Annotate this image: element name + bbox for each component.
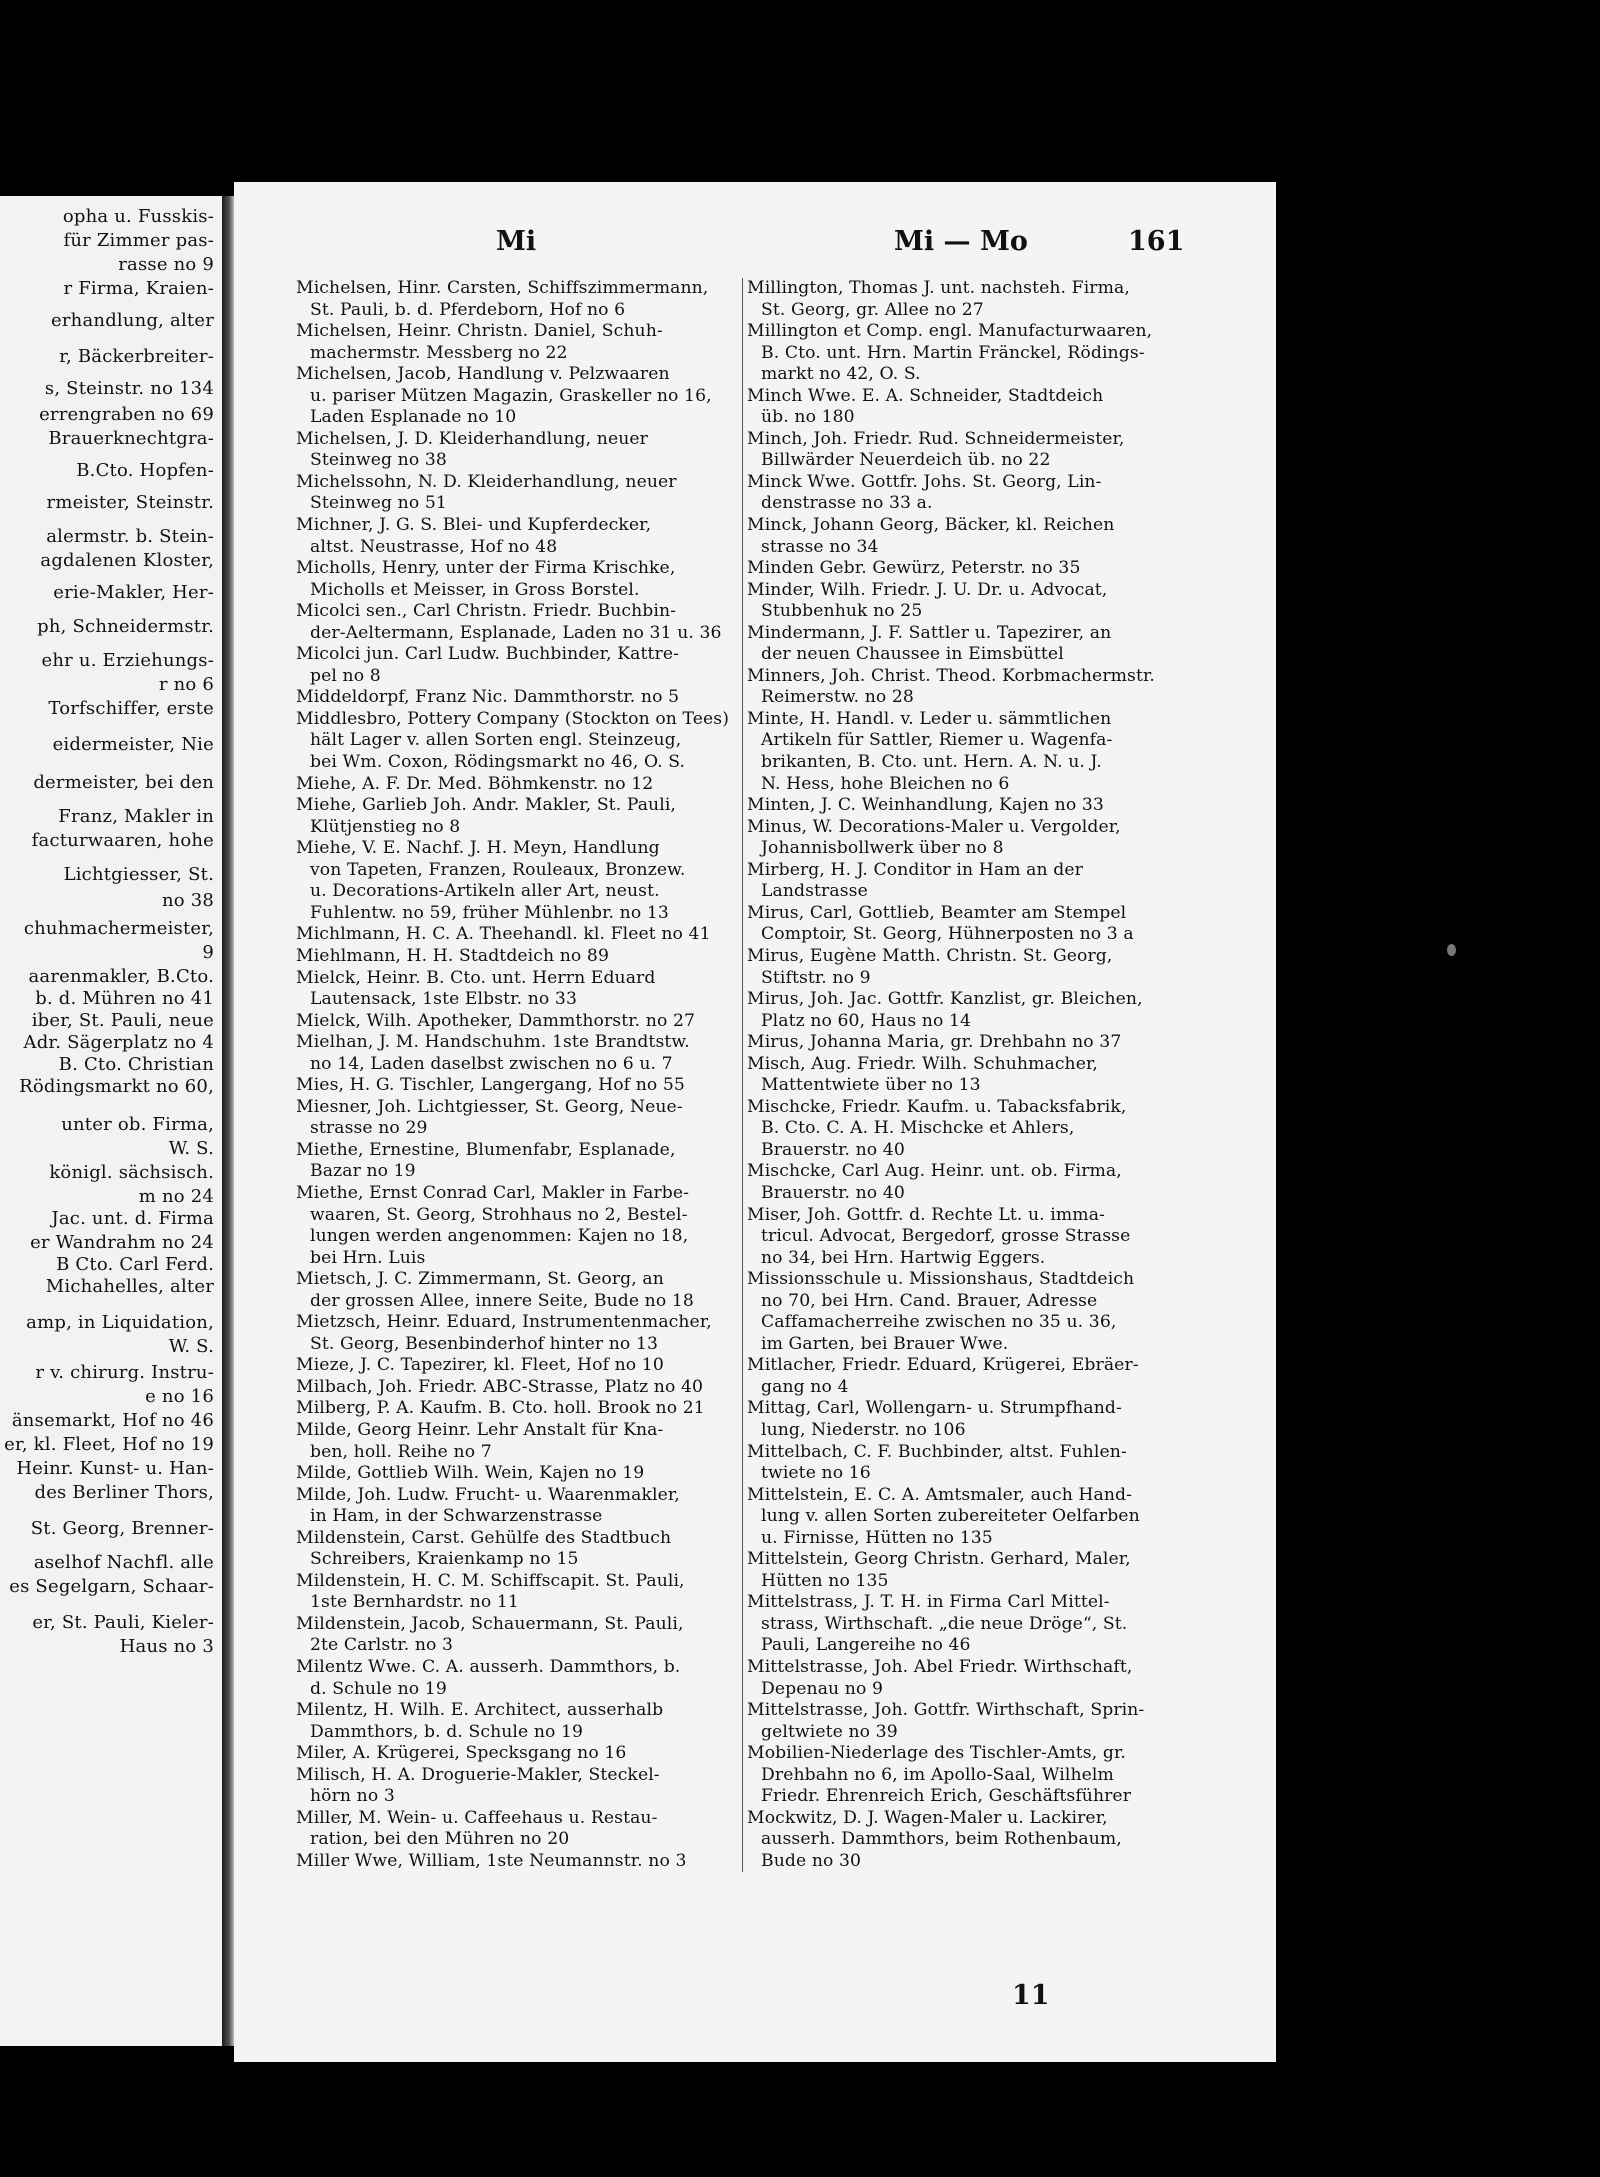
directory-entry bbox=[296, 601, 738, 644]
fragment-line: B. Cto. Christian bbox=[58, 1054, 214, 1075]
entry-first-line: Milde, Georg Heinr. Lehr Anstalt für Kna- bbox=[296, 1419, 664, 1440]
directory-entry bbox=[296, 687, 738, 709]
directory-entry bbox=[296, 774, 738, 796]
entry-continuation-line: pel no 8 bbox=[310, 665, 381, 686]
entry-continuation-line: Depenau no 9 bbox=[761, 1678, 883, 1699]
entry-first-line: Michlmann, H. C. A. Theehandl. kl. Fleet no 41 bbox=[296, 924, 711, 945]
fragment-line: r, Bäckerbreiter- bbox=[59, 346, 214, 367]
entry-continuation-line: Fuhlentw. no 59, früher Mühlenbr. no 13 bbox=[310, 902, 669, 923]
fragment-line: erhandlung, alter bbox=[51, 310, 214, 331]
entry-first-line: Minder, Wilh. Friedr. J. U. Dr. u. Advocat, bbox=[747, 579, 1108, 600]
entry-continuation-line: Micholls et Meisser, in Gross Borstel. bbox=[310, 579, 640, 600]
fragment-line: ehr u. Erziehungs- bbox=[41, 650, 214, 671]
directory-entry bbox=[747, 860, 1191, 903]
directory-entry bbox=[747, 1808, 1191, 1873]
directory-entry bbox=[296, 838, 738, 924]
directory-entry bbox=[747, 1592, 1191, 1657]
fragment-line: chuhmachermeister, bbox=[23, 918, 214, 939]
entry-continuation-line: üb. no 180 bbox=[761, 407, 855, 428]
entry-first-line: Micholls, Henry, unter der Firma Krischke, bbox=[296, 558, 676, 579]
directory-entry bbox=[747, 1398, 1191, 1441]
fragment-line: no 38 bbox=[161, 890, 214, 911]
entry-continuation-line: Steinweg no 51 bbox=[310, 493, 447, 514]
fragment-line: B.Cto. Hopfen- bbox=[76, 460, 214, 481]
fragment-line: es Segelgarn, Schaar- bbox=[9, 1576, 214, 1597]
directory-entry bbox=[296, 1312, 738, 1355]
fragment-line: errengraben no 69 bbox=[39, 404, 214, 425]
directory-entry bbox=[296, 558, 738, 601]
entry-continuation-line: Johannisbollwerk über no 8 bbox=[761, 838, 1004, 859]
fragment-line: amp, in Liquidation, bbox=[26, 1312, 214, 1333]
directory-entry bbox=[296, 1808, 738, 1851]
entry-continuation-line: strasse no 29 bbox=[310, 1118, 428, 1139]
entry-continuation-line: Caffamacherreihe zwischen no 35 u. 36, bbox=[761, 1312, 1117, 1333]
directory-entry bbox=[747, 278, 1191, 321]
entry-continuation-line: Steinweg no 38 bbox=[310, 450, 447, 471]
entry-first-line: Mildenstein, Jacob, Schauermann, St. Pauli, bbox=[296, 1613, 684, 1634]
directory-entry bbox=[296, 321, 738, 364]
directory-entry bbox=[747, 1032, 1191, 1054]
entry-continuation-line: Mattentwiete über no 13 bbox=[761, 1075, 981, 1096]
directory-entry bbox=[747, 429, 1191, 472]
entry-first-line: Mittelstein, Georg Christn. Gerhard, Maler, bbox=[747, 1549, 1131, 1570]
entry-first-line: Mielck, Heinr. B. Cto. unt. Herrn Eduard bbox=[296, 967, 656, 988]
entry-first-line: Miller, M. Wein- u. Caffeehaus u. Restau- bbox=[296, 1807, 658, 1828]
entry-continuation-line: 1ste Bernhardstr. no 11 bbox=[310, 1592, 519, 1613]
right-column bbox=[747, 278, 1191, 1872]
entry-continuation-line: altst. Neustrasse, Hof no 48 bbox=[310, 536, 558, 557]
entry-first-line: Mittelbach, C. F. Buchbinder, altst. Fuhlen- bbox=[747, 1441, 1127, 1462]
entry-continuation-line: Bazar no 19 bbox=[310, 1161, 416, 1182]
entry-first-line: Miethe, Ernestine, Blumenfabr, Esplanade, bbox=[296, 1139, 676, 1160]
entry-continuation-line: gang no 4 bbox=[761, 1376, 849, 1397]
directory-entry bbox=[296, 968, 738, 1011]
fragment-line: Franz, Makler in bbox=[58, 806, 214, 827]
fragment-line: 9 bbox=[202, 942, 214, 963]
entry-continuation-line: 2te Carlstr. no 3 bbox=[310, 1635, 454, 1656]
directory-entry bbox=[747, 472, 1191, 515]
entry-first-line: Mischcke, Carl Aug. Heinr. unt. ob. Firma, bbox=[747, 1161, 1122, 1182]
directory-entry bbox=[296, 795, 738, 838]
directory-entry bbox=[296, 1097, 738, 1140]
entry-first-line: Minus, W. Decorations-Maler u. Vergolder, bbox=[747, 816, 1121, 837]
fragment-line: rasse no 9 bbox=[118, 254, 214, 275]
entry-first-line: Miser, Joh. Gottfr. d. Rechte Lt. u. imma- bbox=[747, 1204, 1105, 1225]
directory-entry bbox=[747, 1549, 1191, 1592]
entry-continuation-line: twiete no 16 bbox=[761, 1463, 871, 1484]
fragment-line: Haus no 3 bbox=[119, 1636, 214, 1657]
fragment-line: aselhof Nachfl. alle bbox=[33, 1552, 214, 1573]
entry-continuation-line: B. Cto. C. A. H. Mischcke et Ahlers, bbox=[761, 1118, 1075, 1139]
directory-entry bbox=[747, 386, 1191, 429]
directory-entry bbox=[296, 946, 738, 968]
entry-first-line: Mirus, Johanna Maria, gr. Drehbahn no 37 bbox=[747, 1032, 1122, 1053]
entry-continuation-line: Hütten no 135 bbox=[761, 1570, 889, 1591]
fragment-line: er, St. Pauli, Kieler- bbox=[32, 1612, 214, 1633]
directory-entry bbox=[296, 1420, 738, 1463]
directory-entry bbox=[747, 1700, 1191, 1743]
entry-continuation-line: lung v. allen Sorten zubereiteter Oelfarben bbox=[761, 1506, 1140, 1527]
directory-entry bbox=[747, 515, 1191, 558]
entry-continuation-line: markt no 42, O. S. bbox=[761, 364, 921, 385]
fragment-line: b. d. Mühren no 41 bbox=[35, 988, 214, 1009]
entry-first-line: Minch, Joh. Friedr. Rud. Schneidermeister, bbox=[747, 428, 1125, 449]
entry-continuation-line: Klütjenstieg no 8 bbox=[310, 816, 461, 837]
entry-first-line: Middlesbro, Pottery Company (Stockton on Tees) bbox=[296, 708, 730, 729]
fragment-line: m no 24 bbox=[138, 1186, 214, 1207]
fragment-line: änsemarkt, Hof no 46 bbox=[11, 1410, 214, 1431]
entry-first-line: Michner, J. G. S. Blei- und Kupferdecker, bbox=[296, 515, 652, 536]
ink-spot bbox=[1447, 944, 1456, 956]
directory-entry bbox=[296, 1765, 738, 1808]
entry-continuation-line: Schreibers, Kraienkamp no 15 bbox=[310, 1549, 579, 1570]
entry-continuation-line: Stubbenhuk no 25 bbox=[761, 601, 923, 622]
entry-continuation-line: Brauerstr. no 40 bbox=[761, 1139, 905, 1160]
fragment-line: Heinr. Kunst- u. Han- bbox=[16, 1458, 214, 1479]
directory-entry bbox=[747, 946, 1191, 989]
entry-continuation-line: der grossen Allee, innere Seite, Bude no 18 bbox=[310, 1290, 694, 1311]
entry-continuation-line: B. Cto. unt. Hrn. Martin Fränckel, Rödings- bbox=[761, 342, 1145, 363]
entry-continuation-line: waaren, St. Georg, Strohhaus no 2, Bestel- bbox=[310, 1204, 688, 1225]
entry-continuation-line: lung, Niederstr. no 106 bbox=[761, 1419, 966, 1440]
directory-entry bbox=[747, 903, 1191, 946]
fragment-line: Jac. unt. d. Firma bbox=[51, 1208, 214, 1229]
fragment-line: r Firma, Kraien- bbox=[63, 278, 214, 299]
entry-continuation-line: der neuen Chaussee in Eimsbüttel bbox=[761, 644, 1064, 665]
entry-first-line: Miesner, Joh. Lichtgiesser, St. Georg, Neue- bbox=[296, 1096, 683, 1117]
directory-entry bbox=[296, 1269, 738, 1312]
entry-continuation-line: St. Georg, gr. Allee no 27 bbox=[761, 299, 984, 320]
entry-continuation-line: Artikeln für Sattler, Riemer u. Wagenfa- bbox=[761, 730, 1113, 751]
fragment-line: ph, Schneidermstr. bbox=[37, 616, 214, 637]
directory-entry bbox=[296, 1032, 738, 1075]
entry-first-line: Middeldorpf, Franz Nic. Dammthorstr. no 5 bbox=[296, 687, 680, 708]
entry-first-line: Miller Wwe, William, 1ste Neumannstr. no 3 bbox=[296, 1850, 687, 1871]
fragment-line: er, kl. Fleet, Hof no 19 bbox=[4, 1434, 214, 1455]
fragment-line: er Wandrahm no 24 bbox=[30, 1232, 214, 1253]
directory-entry bbox=[296, 1075, 738, 1097]
entry-first-line: Michelssohn, N. D. Kleiderhandlung, neuer bbox=[296, 471, 677, 492]
directory-entry bbox=[747, 989, 1191, 1032]
entry-continuation-line: bei Hrn. Luis bbox=[310, 1247, 426, 1268]
directory-entry bbox=[747, 1097, 1191, 1162]
entry-first-line: Millington et Comp. engl. Manufacturwaaren, bbox=[747, 321, 1153, 342]
entry-continuation-line: ben, holl. Reihe no 7 bbox=[310, 1441, 492, 1462]
entry-continuation-line: no 70, bei Hrn. Cand. Brauer, Adresse bbox=[761, 1290, 1098, 1311]
header-left-letters: Mi bbox=[496, 226, 537, 257]
fragment-line: eidermeister, Nie bbox=[52, 734, 214, 755]
fragment-line: W. S. bbox=[168, 1138, 214, 1159]
directory-entry bbox=[747, 817, 1191, 860]
directory-entry bbox=[296, 1463, 738, 1485]
directory-entry bbox=[296, 1140, 738, 1183]
directory-entry bbox=[747, 666, 1191, 709]
entry-continuation-line: denstrasse no 33 a. bbox=[761, 493, 933, 514]
entry-first-line: Miehlmann, H. H. Stadtdeich no 89 bbox=[296, 945, 609, 966]
entry-continuation-line: d. Schule no 19 bbox=[310, 1678, 447, 1699]
directory-entry bbox=[296, 709, 738, 774]
directory-entry bbox=[747, 321, 1191, 386]
entry-first-line: Missionsschule u. Missionshaus, Stadtdeich bbox=[747, 1269, 1135, 1290]
directory-entry bbox=[747, 1269, 1191, 1355]
entry-first-line: Miehe, A. F. Dr. Med. Böhmkenstr. no 12 bbox=[296, 773, 654, 794]
entry-continuation-line: ration, bei den Mühren no 20 bbox=[310, 1829, 570, 1850]
entry-continuation-line: tricul. Advocat, Bergedorf, grosse Strasse bbox=[761, 1226, 1131, 1247]
directory-entry bbox=[296, 1398, 738, 1420]
directory-entry bbox=[296, 278, 738, 321]
entry-first-line: Minten, J. C. Weinhandlung, Kajen no 33 bbox=[747, 795, 1104, 816]
fragment-line: Rödingsmarkt no 60, bbox=[19, 1076, 214, 1097]
fragment-line: Michahelles, alter bbox=[45, 1276, 214, 1297]
entry-continuation-line: Dammthors, b. d. Schule no 19 bbox=[310, 1721, 584, 1742]
directory-entry bbox=[747, 709, 1191, 795]
entry-first-line: Miehe, Garlieb Joh. Andr. Makler, St. Pauli, bbox=[296, 795, 676, 816]
entry-first-line: Mietzsch, Heinr. Eduard, Instrumentenmacher, bbox=[296, 1312, 712, 1333]
directory-entry bbox=[296, 1614, 738, 1657]
entry-first-line: Minch Wwe. E. A. Schneider, Stadtdeich bbox=[747, 385, 1104, 406]
entry-continuation-line: lungen werden angenommen: Kajen no 18, bbox=[310, 1226, 689, 1247]
entry-continuation-line: no 14, Laden daselbst zwischen no 6 u. 7 bbox=[310, 1053, 673, 1074]
entry-continuation-line: strasse no 34 bbox=[761, 536, 879, 557]
entry-first-line: Misch, Aug. Friedr. Wilh. Schuhmacher, bbox=[747, 1053, 1098, 1074]
entry-continuation-line: hält Lager v. allen Sorten engl. Steinzeug, bbox=[310, 730, 682, 751]
entry-first-line: Michelsen, Heinr. Christn. Daniel, Schuh- bbox=[296, 321, 663, 342]
fragment-line: Torfschiffer, erste bbox=[48, 698, 214, 719]
entry-first-line: Mittelstrasse, Joh. Gottfr. Wirthschaft, Sprin- bbox=[747, 1700, 1145, 1721]
entry-continuation-line: Billwärder Neuerdeich üb. no 22 bbox=[761, 450, 1051, 471]
entry-continuation-line: u. Decorations-Artikeln aller Art, neust. bbox=[310, 881, 660, 902]
entry-continuation-line: hörn no 3 bbox=[310, 1786, 395, 1807]
directory-entry bbox=[296, 472, 738, 515]
entry-continuation-line: brikanten, B. Cto. unt. Hern. A. N. u. J. bbox=[761, 752, 1102, 773]
entry-continuation-line: Comptoir, St. Georg, Hühnerposten no 3 a bbox=[761, 924, 1134, 945]
directory-entry bbox=[747, 580, 1191, 623]
entry-continuation-line: Landstrasse bbox=[761, 881, 868, 902]
directory-entry bbox=[296, 644, 738, 687]
directory-entry bbox=[296, 1700, 738, 1743]
entry-first-line: Mirus, Eugène Matth. Christn. St. Georg, bbox=[747, 945, 1113, 966]
entry-first-line: Mittelstrass, J. T. H. in Firma Carl Mittel- bbox=[747, 1592, 1110, 1613]
entry-first-line: Mobilien-Niederlage des Tischler-Amts, gr. bbox=[747, 1743, 1126, 1764]
entry-continuation-line: u. pariser Mützen Magazin, Graskeller no 16, bbox=[310, 385, 712, 406]
entry-continuation-line: Platz no 60, Haus no 14 bbox=[761, 1010, 972, 1031]
entry-first-line: Milberg, P. A. Kaufm. B. Cto. holl. Brook no 21 bbox=[296, 1398, 705, 1419]
entry-first-line: Mitlacher, Friedr. Eduard, Krügerei, Ebräer- bbox=[747, 1355, 1139, 1376]
entry-continuation-line: von Tapeten, Franzen, Rouleaux, Bronzew. bbox=[310, 859, 686, 880]
directory-entry bbox=[296, 364, 738, 429]
directory-entry bbox=[747, 1657, 1191, 1700]
directory-entry bbox=[296, 924, 738, 946]
directory-entry bbox=[296, 1657, 738, 1700]
fragment-line: alermstr. b. Stein- bbox=[46, 526, 214, 547]
entry-continuation-line: Stiftstr. no 9 bbox=[761, 967, 871, 988]
book-gutter bbox=[222, 196, 234, 2046]
entry-first-line: Mindermann, J. F. Sattler u. Tapezirer, an bbox=[747, 622, 1112, 643]
directory-entry bbox=[296, 1011, 738, 1033]
entry-continuation-line: Bude no 30 bbox=[761, 1850, 862, 1871]
entry-first-line: Mielck, Wilh. Apotheker, Dammthorstr. no 27 bbox=[296, 1010, 696, 1031]
entry-continuation-line: der-Aeltermann, Esplanade, Laden no 31 u. 36 bbox=[310, 622, 722, 643]
entry-continuation-line: geltwiete no 39 bbox=[761, 1721, 898, 1742]
entry-continuation-line: no 34, bei Hrn. Hartwig Eggers. bbox=[761, 1247, 1046, 1268]
directory-entry bbox=[747, 1442, 1191, 1485]
entry-continuation-line: St. Pauli, b. d. Pferdeborn, Hof no 6 bbox=[310, 299, 626, 320]
entry-continuation-line: Drehbahn no 6, im Apollo-Saal, Wilhelm bbox=[761, 1764, 1114, 1785]
directory-entry bbox=[296, 1743, 738, 1765]
directory-entry bbox=[296, 429, 738, 472]
fragment-line: St. Georg, Brenner- bbox=[30, 1518, 214, 1539]
fragment-line: Brauerknechtgra- bbox=[48, 428, 214, 449]
entry-continuation-line: machermstr. Messberg no 22 bbox=[310, 342, 568, 363]
entry-continuation-line: Laden Esplanade no 10 bbox=[310, 407, 517, 428]
directory-entry bbox=[747, 1054, 1191, 1097]
entry-first-line: Miehe, V. E. Nachf. J. H. Meyn, Handlung bbox=[296, 838, 660, 859]
entry-first-line: Mirus, Joh. Jac. Gottfr. Kanzlist, gr. Bleichen, bbox=[747, 989, 1143, 1010]
running-header bbox=[234, 226, 1276, 262]
entry-continuation-line: St. Georg, Besenbinderhof hinter no 13 bbox=[310, 1333, 659, 1354]
entry-first-line: Mietsch, J. C. Zimmermann, St. Georg, an bbox=[296, 1269, 664, 1290]
left-column bbox=[296, 278, 743, 1872]
directory-entry bbox=[296, 1851, 738, 1873]
entry-first-line: Miler, A. Krügerei, Specksgang no 16 bbox=[296, 1743, 627, 1764]
fragment-line: unter ob. Firma, bbox=[61, 1114, 214, 1135]
facing-page-fragment bbox=[0, 196, 225, 2046]
fragment-line: rmeister, Steinstr. bbox=[46, 492, 214, 513]
entry-first-line: Mieze, J. C. Tapezirer, kl. Fleet, Hof no 10 bbox=[296, 1355, 664, 1376]
entry-first-line: Mildenstein, H. C. M. Schiffscapit. St. Pauli, bbox=[296, 1570, 685, 1591]
directory-entry bbox=[747, 1161, 1191, 1204]
directory-entry bbox=[747, 795, 1191, 817]
fragment-line: erie-Makler, Her- bbox=[53, 582, 214, 603]
entry-first-line: Mildenstein, Carst. Gehülfe des Stadtbuch bbox=[296, 1527, 672, 1548]
entry-first-line: Michelsen, Hinr. Carsten, Schiffszimmermann, bbox=[296, 278, 709, 298]
entry-continuation-line: u. Firnisse, Hütten no 135 bbox=[761, 1527, 993, 1548]
fragment-line: des Berliner Thors, bbox=[34, 1482, 214, 1503]
entry-first-line: Milentz Wwe. C. A. ausserh. Dammthors, b. bbox=[296, 1657, 681, 1677]
directory-entry bbox=[296, 1377, 738, 1399]
fragment-line: e no 16 bbox=[145, 1386, 214, 1407]
entry-first-line: Michelsen, J. D. Kleiderhandlung, neuer bbox=[296, 428, 648, 449]
entry-first-line: Millington, Thomas J. unt. nachsteh. Firma, bbox=[747, 278, 1130, 298]
entry-first-line: Mies, H. G. Tischler, Langergang, Hof no 55 bbox=[296, 1075, 685, 1096]
entry-first-line: Mischcke, Friedr. Kaufm. u. Tabacksfabrik, bbox=[747, 1096, 1127, 1117]
entry-first-line: Milde, Gottlieb Wilh. Wein, Kajen no 19 bbox=[296, 1463, 645, 1484]
entry-first-line: Mittag, Carl, Wollengarn- u. Strumpfhand- bbox=[747, 1398, 1122, 1419]
fragment-line: Adr. Sägerplatz no 4 bbox=[23, 1032, 214, 1053]
entry-first-line: Milentz, H. Wilh. E. Architect, ausserhalb bbox=[296, 1700, 664, 1721]
fragment-line: r no 6 bbox=[158, 674, 214, 695]
entry-first-line: Micolci jun. Carl Ludw. Buchbinder, Kattre- bbox=[296, 644, 679, 665]
entry-continuation-line: Reimerstw. no 28 bbox=[761, 687, 914, 708]
entry-continuation-line: Lautensack, 1ste Elbstr. no 33 bbox=[310, 989, 577, 1010]
entry-first-line: Mielhan, J. M. Handschuhm. 1ste Brandtstw. bbox=[296, 1032, 690, 1053]
entry-continuation-line: N. Hess, hohe Bleichen no 6 bbox=[761, 773, 1010, 794]
fragment-line: iber, St. Pauli, neue bbox=[31, 1010, 214, 1031]
entry-first-line: Micolci sen., Carl Christn. Friedr. Buchbin- bbox=[296, 601, 677, 622]
directory-entry bbox=[296, 1355, 738, 1377]
directory-entry bbox=[296, 1528, 738, 1571]
directory-entry bbox=[296, 1183, 738, 1269]
fragment-line: dermeister, bei den bbox=[33, 772, 214, 793]
entry-first-line: Minden Gebr. Gewürz, Peterstr. no 35 bbox=[747, 558, 1081, 579]
fragment-line: W. S. bbox=[168, 1336, 214, 1357]
entry-first-line: Milisch, H. A. Droguerie-Makler, Steckel- bbox=[296, 1764, 660, 1785]
entry-continuation-line: in Ham, in der Schwarzenstrasse bbox=[310, 1506, 603, 1527]
directory-entry bbox=[747, 1485, 1191, 1550]
fragment-line: für Zimmer pas- bbox=[63, 230, 214, 251]
entry-first-line: Mirberg, H. J. Conditor in Ham an der bbox=[747, 859, 1083, 880]
directory-entry bbox=[747, 1743, 1191, 1808]
entry-continuation-line: Pauli, Langereihe no 46 bbox=[761, 1635, 971, 1656]
directory-entry bbox=[747, 623, 1191, 666]
entry-first-line: Minners, Joh. Christ. Theod. Korbmachermstr. bbox=[747, 665, 1155, 686]
fragment-line: s, Steinstr. no 134 bbox=[44, 378, 214, 399]
fragment-line: r v. chirurg. Instru- bbox=[35, 1362, 214, 1383]
fragment-line: agdalenen Kloster, bbox=[40, 550, 214, 571]
fragment-line: königl. sächsisch. bbox=[49, 1162, 214, 1183]
entry-first-line: Minck, Johann Georg, Bäcker, kl. Reichen bbox=[747, 515, 1115, 536]
entry-continuation-line: bei Wm. Coxon, Rödingsmarkt no 46, O. S. bbox=[310, 752, 686, 773]
directory-entry bbox=[747, 1205, 1191, 1270]
entry-first-line: Michelsen, Jacob, Handlung v. Pelzwaaren bbox=[296, 364, 670, 385]
directory-page bbox=[234, 182, 1276, 2062]
directory-entry bbox=[747, 558, 1191, 580]
entry-first-line: Milbach, Joh. Friedr. ABC-Strasse, Platz no 40 bbox=[296, 1376, 704, 1397]
directory-entry bbox=[296, 515, 738, 558]
fragment-line: Lichtgiesser, St. bbox=[63, 864, 214, 885]
entry-first-line: Mittelstrasse, Joh. Abel Friedr. Wirthschaft, bbox=[747, 1657, 1133, 1677]
entry-first-line: Miethe, Ernst Conrad Carl, Makler in Farbe- bbox=[296, 1182, 690, 1203]
page-number: 161 bbox=[1128, 226, 1185, 257]
directory-entry bbox=[747, 1355, 1191, 1398]
signature-mark: 11 bbox=[1012, 1980, 1050, 2011]
entry-continuation-line: ausserh. Dammthors, beim Rothenbaum, bbox=[761, 1829, 1122, 1850]
entry-first-line: Mirus, Carl, Gottlieb, Beamter am Stempel bbox=[747, 902, 1127, 923]
fragment-line: opha u. Fusskis- bbox=[62, 206, 214, 227]
directory-entry bbox=[296, 1571, 738, 1614]
entry-first-line: Minck Wwe. Gottfr. Johs. St. Georg, Lin- bbox=[747, 471, 1102, 492]
fragment-line: B Cto. Carl Ferd. bbox=[56, 1254, 214, 1275]
fragment-line: aarenmakler, B.Cto. bbox=[28, 966, 214, 987]
entry-first-line: Minte, H. Handl. v. Leder u. sämmtlichen bbox=[747, 708, 1112, 729]
entry-first-line: Mittelstein, E. C. A. Amtsmaler, auch Hand- bbox=[747, 1484, 1133, 1505]
header-range: Mi — Mo bbox=[894, 226, 1028, 257]
fragment-line: facturwaaren, hohe bbox=[31, 830, 214, 851]
directory-entry bbox=[296, 1485, 738, 1528]
entry-continuation-line: Friedr. Ehrenreich Erich, Geschäftsführer bbox=[761, 1786, 1132, 1807]
entry-first-line: Mockwitz, D. J. Wagen-Maler u. Lackirer, bbox=[747, 1807, 1108, 1828]
entry-continuation-line: strass, Wirthschaft. „die neue Dröge“, St. bbox=[761, 1613, 1128, 1634]
entry-continuation-line: im Garten, bei Brauer Wwe. bbox=[761, 1333, 1009, 1354]
entry-first-line: Milde, Joh. Ludw. Frucht- u. Waarenmakler, bbox=[296, 1484, 680, 1505]
entry-continuation-line: Brauerstr. no 40 bbox=[761, 1182, 905, 1203]
